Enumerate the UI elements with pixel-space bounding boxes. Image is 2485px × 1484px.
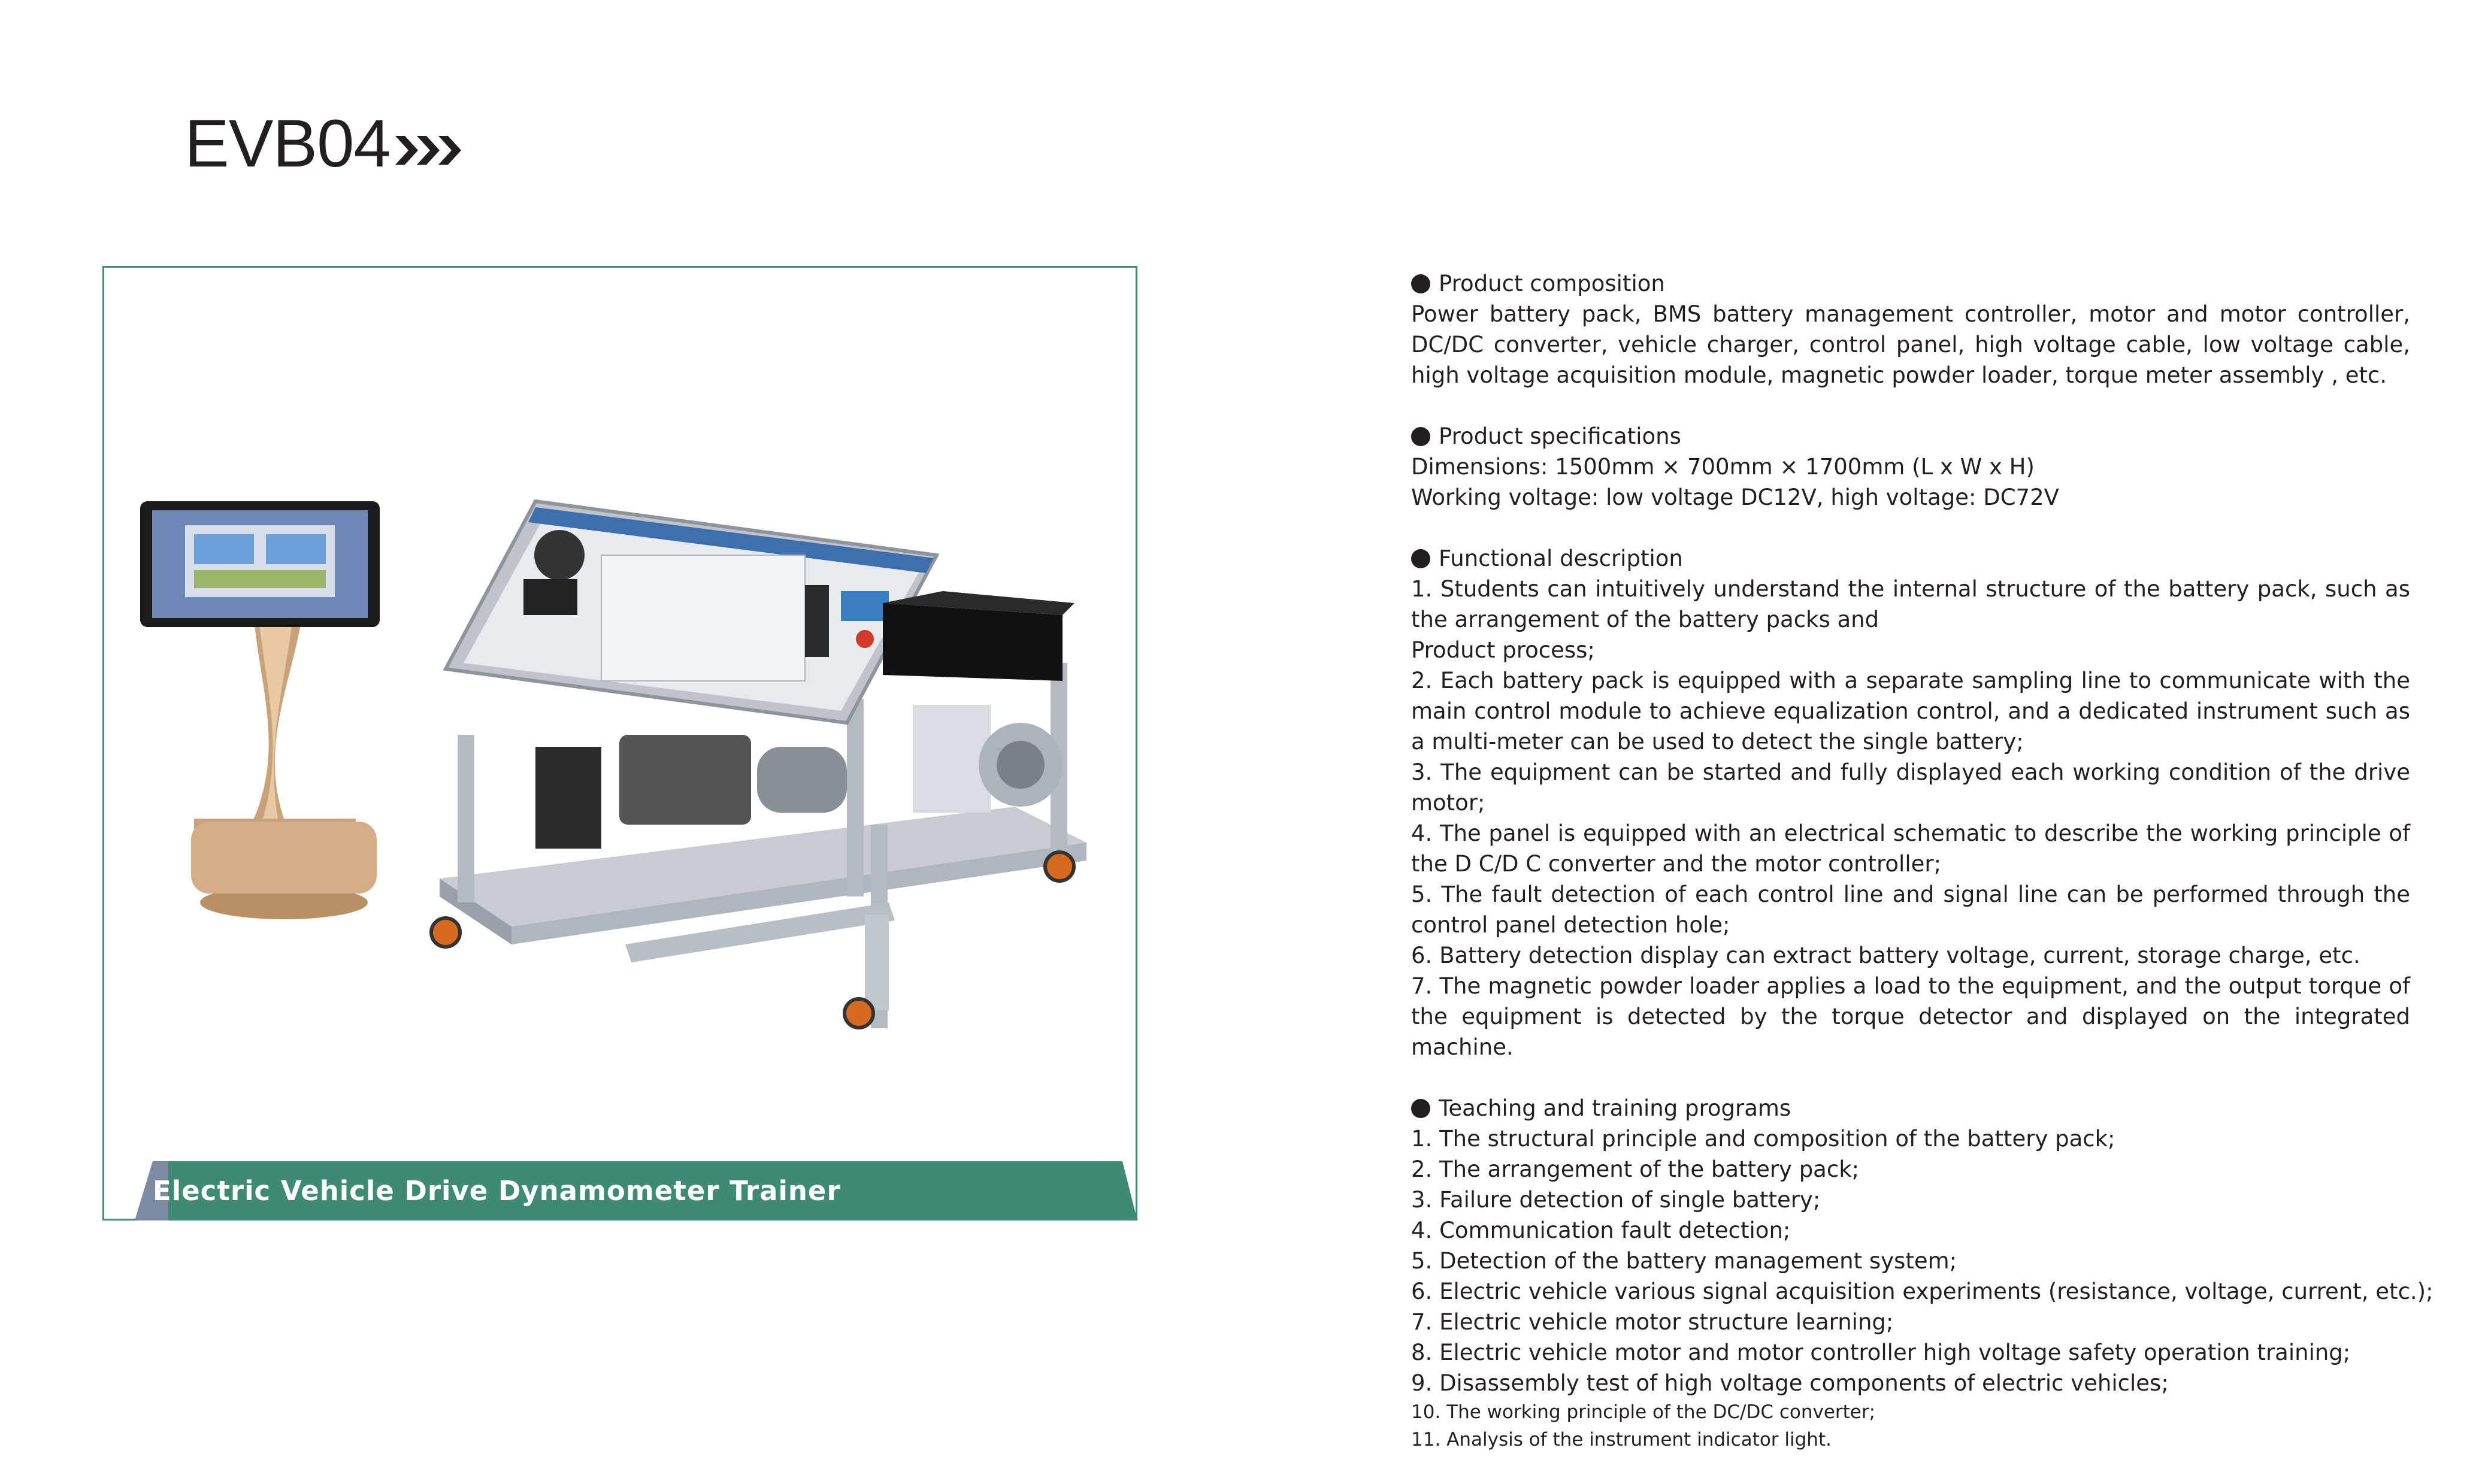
heading-text: Functional description: [1439, 546, 1683, 571]
spec-line: Dimensions: 1500mm × 700mm × 1700mm (L x W x H): [1411, 454, 2035, 480]
section-heading: [1411, 543, 2410, 574]
bullet-dot-icon: [1411, 549, 1430, 568]
kiosk-stand-illustration: [140, 501, 380, 919]
section-specifications: [1411, 421, 2410, 513]
product-photo: [104, 268, 1136, 1219]
list-item: 7. The magnetic powder loader applies a load to the equipment, and the output torque of the equipment is detected by the torque detector and displayed on the integrated machine.: [1411, 973, 2410, 1060]
heading-text: Product composition: [1439, 271, 1665, 296]
list-item: 8. Electric vehicle motor and motor controller high voltage safety operation training;: [1411, 1340, 2351, 1365]
spec-line: Working voltage: low voltage DC12V, high voltage: DC72V: [1411, 484, 2059, 510]
bullet-dot-icon: [1411, 427, 1430, 446]
triple-chevron-icon: [395, 134, 462, 167]
list-item: 7. Electric vehicle motor structure learning;: [1411, 1309, 1894, 1335]
section-functional: [1411, 543, 2410, 1062]
list-item: 5. Detection of the battery management system;: [1411, 1248, 1957, 1274]
list-item: 2. Each battery pack is equipped with a separate sampling line to communicate with the main control module to achieve equalization control, and a dedicated instrument such as a multi-meter can be used to detect the single battery;: [1411, 668, 2410, 755]
composition-text: Power battery pack, BMS battery management controller, motor and motor controller, DC/DC converter, vehicle charger, control panel, high voltage cable, low voltage cable, high voltage acquisition module, magnetic powder loader, torque meter assembly , etc.: [1411, 301, 2410, 388]
description-column: [1411, 268, 2433, 1484]
list-item: 11. Analysis of the instrument indicator light.: [1411, 1429, 1832, 1450]
heading-text: Product specifications: [1439, 423, 1681, 449]
section-composition: [1411, 268, 2410, 390]
list-item: 1. Students can intuitively understand the internal structure of the battery pack, such as the arrangement of the battery packs and: [1411, 576, 2410, 632]
heading-text: Teaching and training programs: [1439, 1095, 1791, 1121]
list-item: 3. The equipment can be started and fully displayed each working condition of the drive motor;: [1411, 759, 2410, 816]
product-photo-frame: [102, 266, 1137, 1220]
list-item: 10. The working principle of the DC/DC converter;: [1411, 1401, 1876, 1423]
list-item: 9. Disassembly test of high voltage components of electric vehicles;: [1411, 1370, 2169, 1396]
list-item: 1. The structural principle and composition of the battery pack;: [1411, 1126, 2115, 1152]
section-heading: [1411, 421, 2410, 452]
bullet-dot-icon: [1411, 274, 1430, 293]
list-item: Product process;: [1411, 637, 1595, 663]
section-heading: [1411, 1093, 2410, 1123]
list-item: 6. Electric vehicle various signal acquisition experiments (resistance, voltage, current, etc.);: [1411, 1279, 2433, 1304]
model-title: EVB04: [184, 106, 391, 181]
page-title: [184, 102, 462, 186]
trainer-bench-illustration: [431, 501, 1086, 1028]
list-item: 4. The panel is equipped with an electrical schematic to describe the working principle of the D C/D C converter and the motor controller;: [1411, 820, 2410, 877]
section-teaching: [1411, 1093, 2433, 1453]
section-heading: [1411, 268, 2410, 299]
list-item: 2. The arrangement of the battery pack;: [1411, 1156, 1860, 1182]
list-item: 6. Battery detection display can extract battery voltage, current, storage charge, etc.: [1411, 943, 2360, 968]
list-item: 4. Communication fault detection;: [1411, 1218, 1791, 1243]
bullet-dot-icon: [1411, 1099, 1430, 1118]
caption-text: Electric Vehicle Drive Dynamometer Trainer: [153, 1175, 841, 1207]
list-item: 5. The fault detection of each control line and signal line can be performed through the control panel detection hole;: [1411, 882, 2410, 938]
list-item: 3. Failure detection of single battery;: [1411, 1187, 1821, 1213]
